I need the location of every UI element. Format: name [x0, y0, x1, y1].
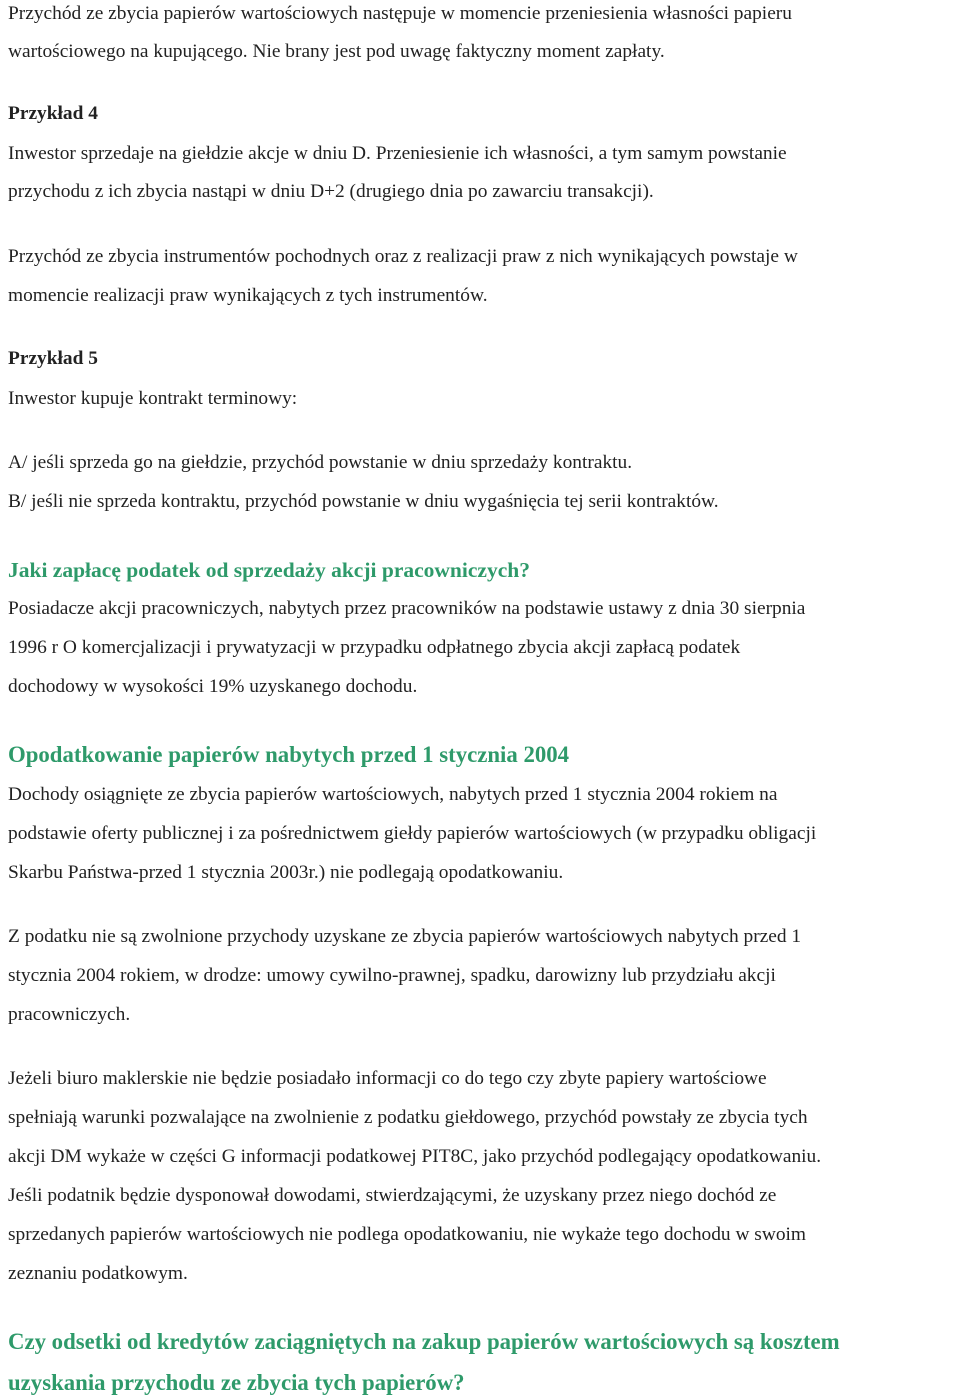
- section-heading: uzyskania przychodu ze zbycia tych papierów?: [8, 1370, 465, 1395]
- text-line: Jeśli podatnik będzie dysponował dowodami, stwierdzającymi, że uzyskany przez niego dochód ze: [8, 1185, 777, 1206]
- section-heading: Jaki zapłacę podatek od sprzedaży akcji pracowniczych?: [8, 558, 530, 582]
- text-line: wartościowego na kupującego. Nie brany jest pod uwagę faktyczny moment zapłaty.: [8, 41, 665, 62]
- option-a: A/ jeśli sprzeda go na giełdzie, przychód powstanie w dniu sprzedaży kontraktu.: [8, 452, 633, 473]
- text-line: Jeżeli biuro maklerskie nie będzie posiadało informacji co do tego czy zbyte papiery wartościowe: [8, 1068, 767, 1089]
- text-line: sprzedanych papierów wartościowych nie podlega opodatkowaniu, nie wykaże tego dochodu w swoim: [8, 1224, 807, 1245]
- text-line: pracowniczych.: [8, 1004, 131, 1025]
- text-line: akcji DM wykaże w części G informacji podatkowej PIT8C, jako przychód podlegający opodatkowaniu.: [8, 1146, 822, 1167]
- text-line: stycznia 2004 rokiem, w drodze: umowy cywilno-prawnej, spadku, darowizny lub przydziału akcji: [8, 965, 776, 986]
- text-line: zeznaniu podatkowym.: [8, 1263, 188, 1284]
- text-line: Inwestor sprzedaje na giełdzie akcje w dniu D. Przeniesienie ich własności, a tym samym powstanie: [8, 143, 787, 164]
- text-line: podstawie oferty publicznej i za pośrednictwem giełdy papierów wartościowych (w przypadku obligacji: [8, 823, 817, 844]
- text-line: przychodu z ich zbycia nastąpi w dniu D+2 (drugiego dnia po zawarciu transakcji).: [8, 181, 654, 202]
- section-heading: Czy odsetki od kredytów zaciągniętych na zakup papierów wartościowych są kosztem: [8, 1329, 840, 1354]
- text-line: Posiadacze akcji pracowniczych, nabytych przez pracowników na podstawie ustawy z dnia 30 sierpnia: [8, 598, 806, 619]
- example-title: Przykład 4: [8, 103, 98, 124]
- text-line: Przychód ze zbycia instrumentów pochodnych oraz z realizacji praw z nich wynikających powstaje w: [8, 246, 798, 267]
- text-line: 1996 r O komercjalizacji i prywatyzacji w przypadku odpłatnego zbycia akcji zapłacą podatek: [8, 637, 741, 658]
- text-line: Skarbu Państwa-przed 1 stycznia 2003r.) nie podlegają opodatkowaniu.: [8, 862, 564, 883]
- text-line: momencie realizacji praw wynikających z tych instrumentów.: [8, 285, 488, 306]
- text-line: Przychód ze zbycia papierów wartościowych następuje w momencie przeniesienia własności papieru: [8, 3, 792, 24]
- text-line: Dochody osiągnięte ze zbycia papierów wartościowych, nabytych przed 1 stycznia 2004 rokiem na: [8, 784, 778, 805]
- text-line: Inwestor kupuje kontrakt terminowy:: [8, 388, 298, 409]
- section-heading: Opodatkowanie papierów nabytych przed 1 stycznia 2004: [8, 742, 570, 767]
- text-line: dochodowy w wysokości 19% uzyskanego dochodu.: [8, 676, 418, 697]
- text-line: spełniają warunki pozwalające na zwolnienie z podatku giełdowego, przychód powstały ze zbycia tych: [8, 1107, 808, 1128]
- option-b: B/ jeśli nie sprzeda kontraktu, przychód powstanie w dniu wygaśnięcia tej serii kontraktów.: [8, 491, 719, 512]
- example-title: Przykład 5: [8, 348, 98, 369]
- text-line: Z podatku nie są zwolnione przychody uzyskane ze zbycia papierów wartościowych nabytych przed 1: [8, 926, 802, 947]
